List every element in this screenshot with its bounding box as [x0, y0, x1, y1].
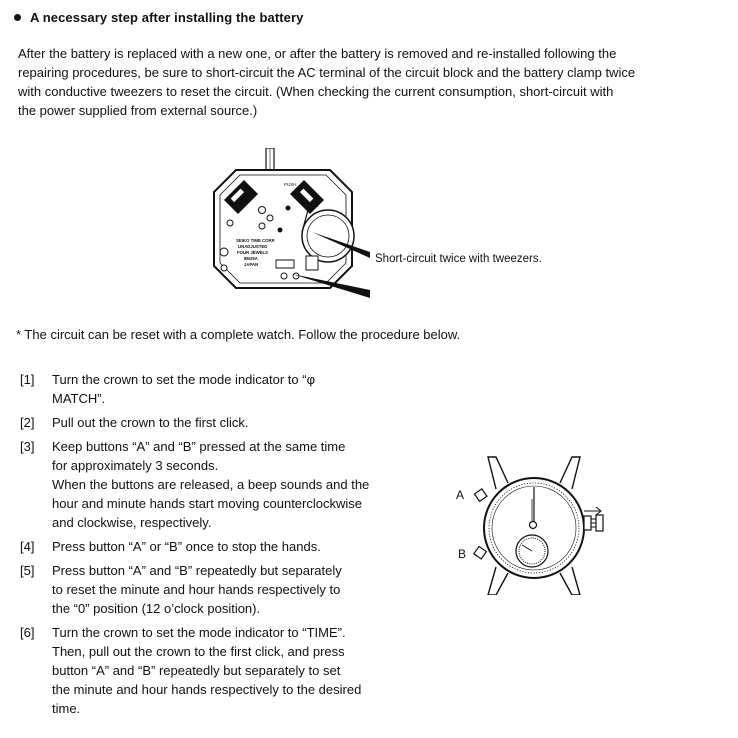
- svg-text:SEIKO TIME CORP.: SEIKO TIME CORP.: [236, 238, 276, 243]
- intro-line: with conductive tweezers to reset the circuit. (When checking the current consumption, short-circuit with: [18, 84, 614, 99]
- step-6: [20, 623, 410, 718]
- step-number: [5]: [20, 563, 35, 578]
- watch-diagram: [448, 455, 618, 595]
- battery: [302, 210, 354, 262]
- bullet-icon: [14, 14, 21, 21]
- step-line: Then, pull out the crown to the first click, and press: [52, 644, 345, 659]
- step-2: [20, 413, 410, 432]
- intro-line: the power supplied from external source.): [18, 103, 258, 118]
- step-line: MATCH”.: [52, 391, 106, 406]
- svg-text:JAPAN: JAPAN: [244, 262, 259, 267]
- intro-line: After the battery is replaced with a new one, or after the battery is removed and re-installed following the: [18, 46, 617, 61]
- step-line: Press button “A” or “B” once to stop the hands.: [52, 539, 321, 554]
- button-b: [474, 546, 487, 559]
- step-line: Press button “A” and “B” repeatedly but separately: [52, 563, 342, 578]
- step-number: [6]: [20, 625, 35, 640]
- intro-line: repairing procedures, be sure to short-circuit the AC terminal of the circuit block and the battery clamp twice: [18, 65, 636, 80]
- procedure-steps: [20, 370, 410, 723]
- lug-top-left: [488, 457, 508, 489]
- push-label: PUSH: [284, 182, 297, 187]
- crown: [584, 516, 591, 530]
- reset-note: * The circuit can be reset with a complete watch. Follow the procedure below.: [16, 327, 461, 342]
- step-line: the minute and hour hands respectively to the desired: [52, 682, 362, 697]
- step-line: to reset the minute and hour hands respectively to: [52, 582, 341, 597]
- step-1: [20, 370, 410, 408]
- step-number: [1]: [20, 372, 35, 387]
- svg-text:8M25A: 8M25A: [244, 256, 258, 261]
- step-5: [20, 561, 410, 618]
- step-line: time.: [52, 701, 81, 716]
- movement-diagram: [200, 148, 370, 298]
- intro-paragraph: [18, 44, 708, 120]
- step-4: [20, 537, 410, 556]
- button-a: [474, 489, 487, 502]
- step-line: the “0” position (12 o’clock position).: [52, 601, 261, 616]
- step-line: Turn the crown to set the mode indicator to “TIME”.: [52, 625, 346, 640]
- tweezers-callout: Short-circuit twice with tweezers.: [375, 253, 542, 265]
- step-line: Turn the crown to set the mode indicator to “φ: [52, 372, 316, 387]
- step-number: [4]: [20, 539, 35, 554]
- lug-top-right: [560, 457, 580, 489]
- step-line: for approximately 3 seconds.: [52, 458, 219, 473]
- step-number: [2]: [20, 415, 35, 430]
- button-a-label: A: [456, 488, 465, 502]
- lug-bottom-right: [560, 567, 580, 595]
- step-line: Pull out the crown to the first click.: [52, 415, 249, 430]
- step-line: Keep buttons “A” and “B” pressed at the same time: [52, 439, 346, 454]
- step-line: When the buttons are released, a beep sounds and the: [52, 477, 370, 492]
- step-line: button “A” and “B” repeatedly but separately to set: [52, 663, 341, 678]
- step-3: [20, 437, 410, 532]
- svg-text:UNADJUSTED: UNADJUSTED: [238, 244, 268, 249]
- button-b-label: B: [458, 547, 467, 561]
- section-heading-text: A necessary step after installing the battery: [30, 10, 304, 25]
- step-number: [3]: [20, 439, 35, 454]
- section-heading: [14, 10, 304, 25]
- step-line: hour and minute hands start moving counterclockwise: [52, 496, 362, 511]
- step-line: and clockwise, respectively.: [52, 515, 212, 530]
- svg-text:FOUR JEWELS: FOUR JEWELS: [237, 250, 269, 255]
- lug-bottom-left: [488, 567, 508, 595]
